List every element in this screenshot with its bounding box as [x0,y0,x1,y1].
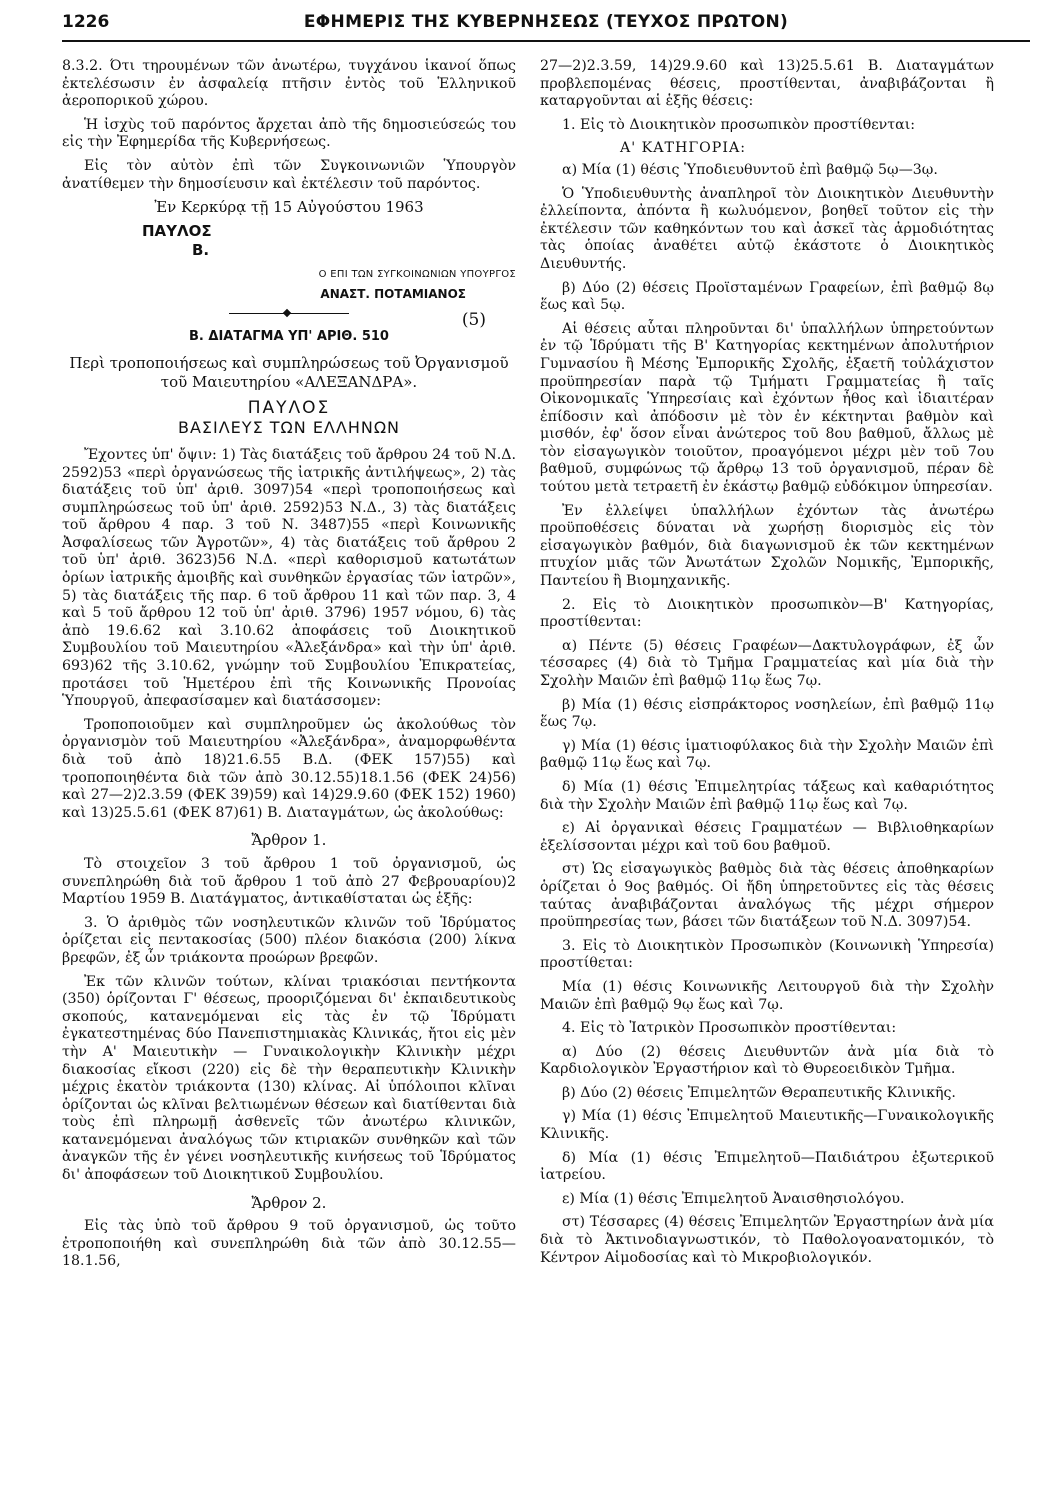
paragraph: 3. Ὁ ἀριθμὸς τῶν νοσηλευτικῶν κλινῶν τοῦ Ἱδρύματος ὁρίζεται εἰς πεντακοσίας (500) πλέον διακόσια (200) λίκνα βρεφῶν, ἐξ ὧν τριάκοντα προώρων βρεφῶν. [62,914,516,966]
article-heading: Ἄρθρον 1. [251,831,327,850]
king-name: ΠΑΥΛΟΣ [247,397,331,418]
paragraph: Τὸ στοιχεῖον 3 τοῦ ἄρθρου 1 τοῦ ὀργανισμοῦ, ὡς συνεπληρώθη διὰ τοῦ ἄρθρου 1 τοῦ ἀπὸ 27 Φεβρουαρίου)2 Μαρτίου 1959 Β. Διατάγματος, ἀντικαθίσταται ὡς ἑξῆς: [62,855,516,908]
right-column [540,58,994,1273]
paragraph: Ἐν ἐλλείψει ὑπαλλήλων ἐχόντων τὰς ἀνωτέρω προϋποθέσεις δύναται νὰ χωρήσῃ διορισμὸς εἰς τὸν εἰσαγωγικὸν βαθμόν, διὰ διαγωνισμοῦ ἐκ τῶν κεκτημένων πτυχίον μιᾶς τῶν Ἀνωτάτων Σχολῶν Νομικῆς, Ἐμπορικῆς, Παντείου ἢ Βιομηχανικῆς. [540,502,994,590]
left-column [62,58,516,1277]
signature-king: ΠΑΥΛΟΣ [142,221,212,240]
decree-number: (5) [461,310,486,331]
paragraph: Ὁ Ὑποδιευθυντὴς ἀναπληροῖ τὸν Διοικητικὸν Διευθυντὴν ἐλλείποντα, ἀπόντα ἢ κωλυόμενον, βοηθεῖ τοῦτον εἰς τὴν ἐκτέλεσιν τῶν καθηκόντων του καὶ ἀσκεῖ τὰς ἁρμοδιότητας τὰς ὁποίας ἀναθέτει αὐτῷ ἑκάστοτε ὁ Διοικητικὸς Διευθυντής. [540,185,994,272]
section-item: δ) Μία (1) θέσις Ἐπιμελητοῦ—Παιδιάτρου ἐξωτερικοῦ ἰατρείου. [540,1149,994,1184]
section-item: γ) Μία (1) θέσις Ἐπιμελητοῦ Μαιευτικῆς—Γυναικολογικῆς Κλινικῆς. [540,1108,994,1143]
paragraph: Αἱ θέσεις αὗται πληροῦνται δι' ὑπαλλήλων ὑπηρετούντων ἐν τῷ Ἱδρύματι τῆς Β' Κατηγορίας κεκτημένων ἀπολυτήριον Γυμνασίου ἢ Μέσης Ἐμπορικῆς Σχολῆς, ἐξαετῆ τοὐλάχιστον προϋπηρεσίαν παρὰ τῷ Τμήματι Γραμματείας ἢ ταῖς Οἰκονομικαῖς Ὑπηρεσίαις καὶ ἐχόντων ἦθος καὶ ἰδιαιτέραν ἐπίδοσιν καὶ ἀπόδοσιν μὲ τὸν ἐν κέκτηνται βαθμὸν καὶ μισθόν, ἐφ' ὅσον εἶναι ἀνώτερος τοῦ 8ου βαθμοῦ, ἄλλως μὲ τὸν εἰσαγωγικὸν τοιοῦτον, προαγόμενοι μέχρι μὲν τοῦ 7ου βαθμοῦ, συμφώνως τῷ ἄρθρῳ 13 τοῦ ὀργανισμοῦ, πέραν δὲ τούτου μετὰ τετραετῆ ἐν ἑκάστῳ βαθμῷ εὐδόκιμον ὑπηρεσίαν. [540,320,994,496]
section-item: 3. Εἰς τὸ Διοικητικὸν Προσωπικὸν (Κοινωνικὴ Ὑπηρεσία) προστίθεται: [540,937,994,972]
gazette-title: ΕΦΗΜΕΡΙΣ ΤΗΣ ΚΥΒΕΡΝΗΣΕΩΣ (ΤΕΥΧΟΣ ΠΡΩΤΟΝ) [303,12,789,32]
signature-initial: Β. [192,241,210,260]
paragraph: Εἰς τὰς ὑπὸ τοῦ ἄρθρου 9 τοῦ ὀργανισμοῦ, ὡς τοῦτο ἐτροποποιήθη καὶ συνεπληρώθη διὰ τῶν ἀπὸ 30.12.55—18.1.56, [62,1218,516,1270]
section-item: γ) Μία (1) θέσις ἱματιοφύλακος διὰ τὴν Σχολὴν Μαιῶν ἐπὶ βαθμῷ 11ῳ ἕως καὶ 7ῳ. [540,737,994,772]
paragraph: Μία (1) θέσις Κοινωνικῆς Λειτουργοῦ διὰ τὴν Σχολὴν Μαιῶν ἐπὶ βαθμῷ 9ῳ ἕως καὶ 7ῳ. [540,978,994,1013]
minister-name: ΑΝΑΣΤ. ΠΟΤΑΜΙΑΝΟΣ [320,286,466,301]
decree-title: Β. ΔΙΑΤΑΓΜΑ ΥΠ' ΑΡΙΘ. 510 [189,329,389,345]
article-heading: Ἄρθρον 2. [251,1193,327,1212]
preamble: Ἔχοντες ὑπ' ὄψιν: 1) Τὰς διατάξεις τοῦ ἄρθρου 24 τοῦ Ν.Δ. 2592)53 «περὶ ὀργανώσεως τῆς ἰατρικῆς ἀντιλήψεως», 2) τὰς διατάξεις τοῦ ὑπ' ἀριθ. 3097)54 «περὶ τροποποιήσεως καὶ συμπληρώσεως τοῦ ὑπ' ἀριθ. 2592)53 Ν.Δ., 3) τὰς διατάξεις τοῦ ἄρθρου 4 παρ. 3 τοῦ Ν. 3487)55 «περὶ Κοινωνικῆς Ἀσφαλίσεως τῶν Ἀγροτῶν», 4) τὰς διατάξεις τοῦ ἄρθρου 2 τοῦ ὑπ' ἀριθ. 3623)56 Ν.Δ. «περὶ καθορισμοῦ κατωτάτων ὁρίων ἰατρικῆς ἀμοιβῆς καὶ συνθηκῶν ἐργασίας τῶν ἰατρῶν», 5) τὰς διατάξεις τῆς παρ. 6 τοῦ ἄρθρου 11 καὶ τῶν παρ. 3, 4 καὶ 5 τοῦ ἄρθρου 12 τοῦ ὑπ' ἀριθ. 3796) 1957 νόμου, 6) τὰς ἀπὸ 19.6.62 καὶ 3.10.62 ἀποφάσεις τοῦ Διοικητικοῦ Συμβουλίου τοῦ Μαιευτηρίου «Ἀλεξάνδρα» καὶ τὴν ὑπ' ἀριθ. 693)62 τῆς 3.10.62, γνώμην τοῦ Συμβουλίου Ἐπικρατείας, προτάσει τοῦ Ἡμετέρου ἐπὶ τῆς Κοινωνικῆς Προνοίας Ὑπουργοῦ, ἀπεφασίσαμεν καὶ διατάσσομεν: [62,446,516,710]
section-item: 2. Εἰς τὸ Διοικητικὸν προσωπικὸν—Β' Κατηγορίας, προστίθενται: [540,596,994,631]
section-item: α) Μία (1) θέσις Ὑποδιευθυντοῦ ἐπὶ βαθμῷ 5ῳ—3ῳ. [562,161,938,178]
paragraph: 8.3.2. Ότι τηρουμένων τῶν ἀνωτέρω, τυγχάνου ἱκανοί ὅπως ἐκτελέσωσιν ἐν ἀσφαλείᾳ πτῆσιν ἐντὸς τοῦ Ἑλληνικοῦ ἀεροπορικοῦ χώρου. [62,58,516,110]
paragraph: 27—2)2.3.59, 14)29.9.60 καὶ 13)25.5.61 Β. Διαταγμάτων προβλεπομένας θέσεις, προστίθενται, ἀναβιβάζονται ἢ καταργοῦνται αἱ ἑξῆς θέσεις: [540,58,994,110]
page-number: 1226 [62,12,110,32]
minister-title: Ο ΕΠΙ ΤΩΝ ΣΥΓΚΟΙΝΩΝΙΩΝ ΥΠΟΥΡΓΟΣ [318,268,516,280]
section-item: 1. Εἰς τὸ Διοικητικὸν προσωπικὸν προστίθενται: [562,116,916,133]
king-title: ΒΑΣΙΛΕΥΣ ΤΩΝ ΕΛΛΗΝΩΝ [177,418,401,438]
section-item: β) Δύο (2) θέσεις Προϊσταμένων Γραφείων, ἐπὶ βαθμῷ 8ῳ ἕως καὶ 5ῳ. [540,279,994,314]
section-item: στ) Ὡς εἰσαγωγικὸς βαθμὸς διὰ τὰς θέσεις ἀποθηκαρίων ὁρίζεται ὁ 9ος βαθμός. Οἱ ἤδη ὑπηρετοῦντες εἰς τὰς θέσεις ταύτας ἀναβιβάζονται ἀναλόγως τῆς μέχρι σήμερον προϋπηρεσίας των, βάσει τῶν διατάξεων τοῦ Ν.Δ. 3097)54. [540,861,994,931]
section-item: στ) Τέσσαρες (4) θέσεις Ἐπιμελητῶν Ἐργαστηρίων ἀνὰ μία διὰ τὸ Ἀκτινοδιαγνωστικόν, τὸ Παθολογοανατομικόν, τὸ Κέντρον Αἱμοδοσίας καὶ τὸ Μικροβιολογικόν. [540,1214,994,1266]
section-item: ε) Μία (1) θέσις Ἐπιμελητοῦ Ἀναισθησιολόγου. [562,1190,905,1207]
decree-heading [62,310,516,346]
place-date: Ἐν Κερκύρᾳ τῇ 15 Αὐγούστου 1963 [154,198,424,217]
paragraph: Ἡ ἰσχὺς τοῦ παρόντος ἄρχεται ἀπὸ τῆς δημοσιεύσεώς του εἰς τὴν Ἐφημερίδα τῆς Κυβερνήσεως. [62,116,516,151]
section-item: α) Πέντε (5) θέσεις Γραφέων—Δακτυλογράφων, ἐξ ὧν τέσσαρες (4) διὰ τὸ Τμῆμα Γραμματείας καὶ μία διὰ τὴν Σχολὴν Μαιῶν ἐπὶ βαθμῷ 11ῳ ἕως 7ῳ. [540,637,994,689]
section-item: α) Δύο (2) θέσεις Διευθυντῶν ἀνὰ μία διὰ τὸ Καρδιολογικὸν Ἐργαστήριον καὶ τὸ Θυρεοειδικὸν Τμῆμα. [540,1043,994,1078]
section-item: β) Δύο (2) θέσεις Ἐπιμελητῶν Θεραπευτικῆς Κλινικῆς. [562,1084,956,1101]
section-item: β) Μία (1) θέσις εἰσπράκτορος νοσηλείων, ἐπὶ βαθμῷ 11ῳ ἕως 7ῳ. [540,696,994,731]
page-header [62,10,1030,42]
amendment-intro: Τροποποιοῦμεν καὶ συμπληροῦμεν ὡς ἀκολούθως τὸν ὀργανισμὸν τοῦ Μαιευτηρίου «Ἀλεξάνδρα», ἀναμορφωθέντα διὰ τοῦ ἀπὸ 18)21.6.55 Β.Δ. (ΦΕΚ 157)55) καὶ τροποποιηθέντα διὰ τῶν ἀπὸ 30.12.55)18.1.56 (ΦΕΚ 24)56) καὶ 27—2)2.3.59 (ΦΕΚ 39)59) καὶ 14)29.9.60 (ΦΕΚ 152) 1960) καὶ 13)25.5.61 (ΦΕΚ 87)61) Β. Διαταγμάτων, ὡς ἀκολούθως: [62,716,516,821]
section-item: ε) Αἱ ὀργανικαὶ θέσεις Γραμματέων — Βιβλιοθηκαρίων ἐξελίσσονται μέχρι καὶ τοῦ 6ου βαθμοῦ. [540,820,994,854]
paragraph: Εἰς τὸν αὐτὸν ἐπὶ τῶν Συγκοινωνιῶν Ὑπουργὸν ἀνατίθεμεν τὴν δημοσίευσιν καὶ ἐκτέλεσιν τοῦ παρόντος. [62,157,516,192]
decree-subject: Περὶ τροποποιήσεως καὶ συμπληρώσεως τοῦ Ὀργανισμοῦ τοῦ Μαιευτηρίου «ΑΛΕΞΑΝΔΡΑ». [69,353,509,391]
section-item: 4. Εἰς τὸ Ἰατρικὸν Προσωπικὸν προστίθενται: [562,1020,897,1037]
paragraph: Ἐκ τῶν κλινῶν τούτων, κλίναι τριακόσιαι πεντήκοντα (350) ὁρίζονται Γ' θέσεως, προοριζόμεναι δι' ἐκπαιδευτικοὺς σκοπούς, κατανεμόμεναι εἰς τὰς ἐν τῷ Ἱδρύματι ἐγκατεστημένας δύο Πανεπιστημιακὰς Κλινικάς, ἤτοι εἰς μὲν τὴν Α' Μαιευτικὴν — Γυναικολογικὴν Κλινικὴν μέχρι διακοσίας εἴκοσι (220) εἰς δὲ τὴν θεραπευτικὴν Κλινικὴν μέχρις ἑκατὸν τριάκοντα (130) κλίνας. Αἱ ὑπόλοιποι κλῖναι ὁρίζονται ὡς κλῖναι βελτιωμένων θέσεων καὶ διατίθενται διὰ τοὺς ἐπὶ πληρωμῇ ἀσθενεῖς τῶν ἀνωτέρω κλινικῶν, κατανεμόμεναι ἀναλόγως τῶν κτιριακῶν συνθηκῶν καὶ τῶν ἀναγκῶν τῆς ἐν γένει νοσηλευτικῆς κινήσεως τοῦ Ἱδρύματος δι' ἀποφάσεων τοῦ Διοικητικοῦ Συμβουλίου. [62,973,516,1184]
category-heading: Α' ΚΑΤΗΓΟΡΙΑ: [620,140,746,157]
section-item: δ) Μία (1) θέσις Ἐπιμελητρίας τάξεως καὶ καθαριότητος διὰ τὴν Σχολὴν Μαιῶν ἐπὶ βαθμῷ 11ῳ ἕως καὶ 7ῳ. [540,778,994,813]
section-divider [229,313,349,314]
